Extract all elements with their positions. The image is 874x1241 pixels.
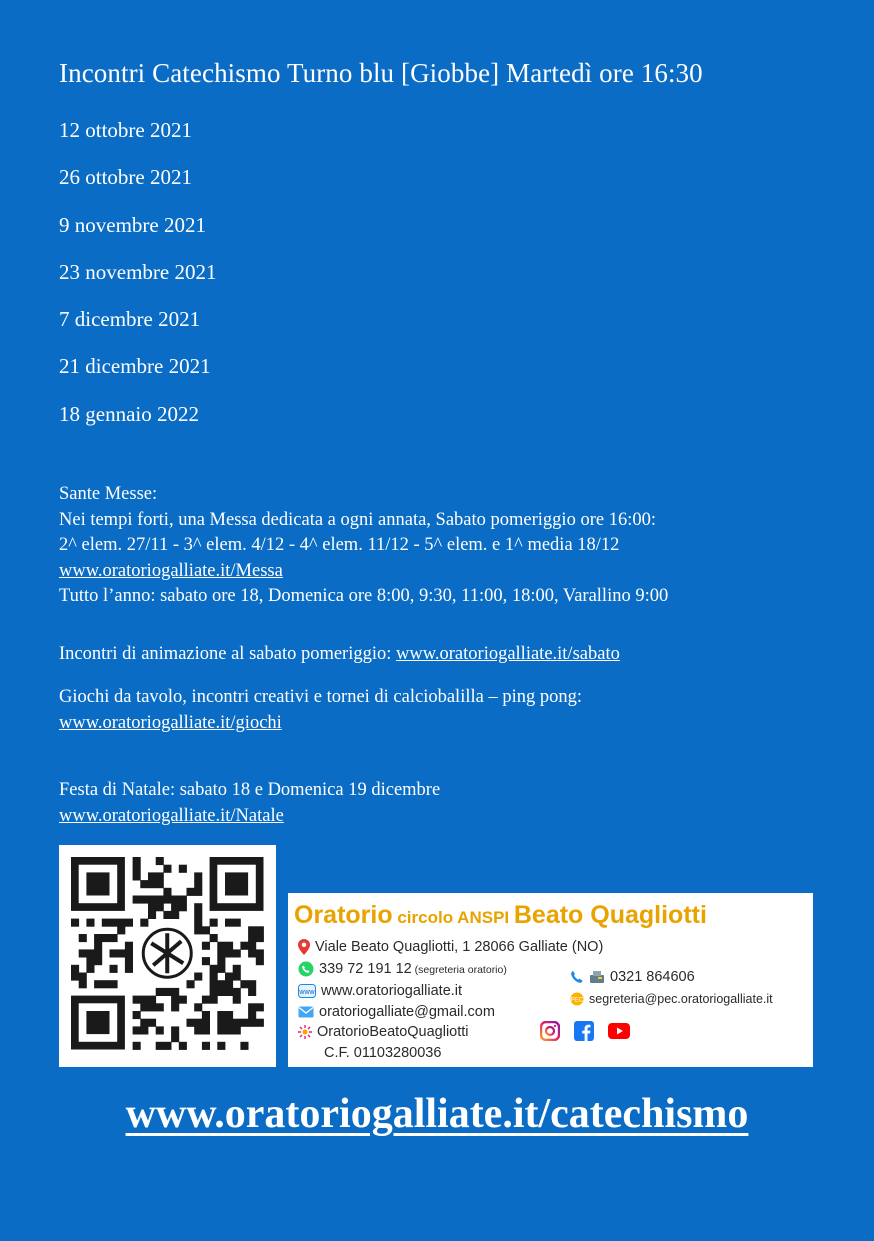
card-name-beato: Beato Quagliotti — [513, 901, 707, 929]
facebook-icon[interactable] — [574, 1021, 594, 1041]
natale-text: Festa di Natale: sabato 18 e Domenica 19 dicembre — [59, 780, 441, 800]
messe-line-2: 2^ elem. 27/11 - 3^ elem. 4/12 - 4^ elem. 11/12 - 5^ elem. e 1^ media 18/12 — [59, 535, 620, 555]
phone-note: (segreteria oratorio) — [411, 964, 507, 976]
website-logo-icon — [298, 984, 316, 998]
website-text[interactable]: www.oratoriogalliate.it — [321, 983, 463, 999]
card-name-oratorio: Oratorio — [294, 901, 393, 929]
website-line — [298, 983, 462, 999]
email-line — [298, 1004, 495, 1020]
messe-section — [59, 482, 668, 610]
svg-text:PEC: PEC — [570, 997, 584, 1004]
whatsapp-icon — [298, 961, 314, 977]
messe-link[interactable]: www.oratoriogalliate.it/Messa — [59, 560, 283, 581]
animazione-section — [59, 642, 620, 668]
phone-icon — [570, 970, 584, 984]
card-header — [294, 901, 707, 930]
natale-section — [59, 778, 440, 829]
animazione-text: Incontri di animazione al sabato pomeriggio: — [59, 644, 397, 664]
landline-text[interactable]: 0321 864606 — [610, 969, 695, 985]
fax-icon — [589, 970, 605, 984]
date-item: 7 dicembre 2021 — [59, 307, 201, 332]
phone-line — [298, 961, 507, 977]
messe-heading: Sante Messe: — [59, 484, 158, 504]
sparkle-icon — [298, 1025, 312, 1039]
giochi-section — [59, 685, 582, 736]
messe-line-1: Nei tempi forti, una Messa dedicata a ogni annata, Sabato pomeriggio ore 16:00: — [59, 509, 656, 530]
mail-icon — [298, 1006, 314, 1018]
youtube-icon[interactable] — [608, 1023, 630, 1039]
instagram-icon[interactable] — [540, 1021, 560, 1041]
date-item: 12 ottobre 2021 — [59, 118, 192, 142]
social-line — [298, 1024, 469, 1040]
date-list — [59, 116, 216, 447]
animazione-link[interactable]: www.oratoriogalliate.it/sabato — [396, 644, 620, 664]
catechismo-link[interactable]: www.oratoriogalliate.it/catechismo — [125, 1091, 749, 1137]
page-title: Incontri Catechismo Turno blu [Giobbe] Martedì ore 16:30 — [59, 58, 703, 88]
cf-line: C.F. 01103280036 — [324, 1045, 442, 1061]
social-text[interactable]: OratorioBeatoQuagliotti — [317, 1024, 469, 1040]
natale-link[interactable]: www.oratoriogalliate.it/Natale — [59, 805, 284, 826]
svg-text:www: www — [299, 989, 315, 997]
contact-card — [288, 893, 813, 1067]
date-item: 26 ottobre 2021 — [59, 165, 192, 190]
qr-code-image — [59, 845, 276, 1067]
giochi-link[interactable]: www.oratoriogalliate.it/giochi — [59, 712, 282, 733]
address-text: Viale Beato Quagliotti, 1 28066 Galliate (NO) — [315, 939, 604, 955]
phone-text[interactable]: 339 72 191 12 — [319, 961, 412, 977]
landline-line — [570, 969, 695, 985]
messe-line-3: Tutto l’anno: sabato ore 18, Domenica ore 8:00, 9:30, 11:00, 18:00, Varallino 9:00 — [59, 586, 669, 606]
card-name-circolo: circolo ANSPI — [392, 908, 514, 927]
location-pin-icon — [298, 939, 310, 955]
giochi-text: Giochi da tavolo, incontri creativi e tornei di calciobalilla – ping pong: — [59, 687, 582, 707]
date-item: 21 dicembre 2021 — [59, 354, 211, 379]
pec-icon — [570, 992, 584, 1006]
address-line — [298, 939, 603, 955]
date-item: 18 gennaio 2022 — [59, 401, 199, 426]
social-icons — [540, 1021, 635, 1041]
date-item: 23 novembre 2021 — [59, 259, 217, 284]
email-text[interactable]: oratoriogalliate@gmail.com — [319, 1004, 495, 1020]
pec-line — [570, 991, 773, 1007]
date-item: 9 novembre 2021 — [59, 212, 206, 237]
qr-code[interactable] — [59, 845, 276, 1067]
pec-text[interactable]: segreteria@pec.oratoriogalliate.it — [589, 992, 773, 1006]
